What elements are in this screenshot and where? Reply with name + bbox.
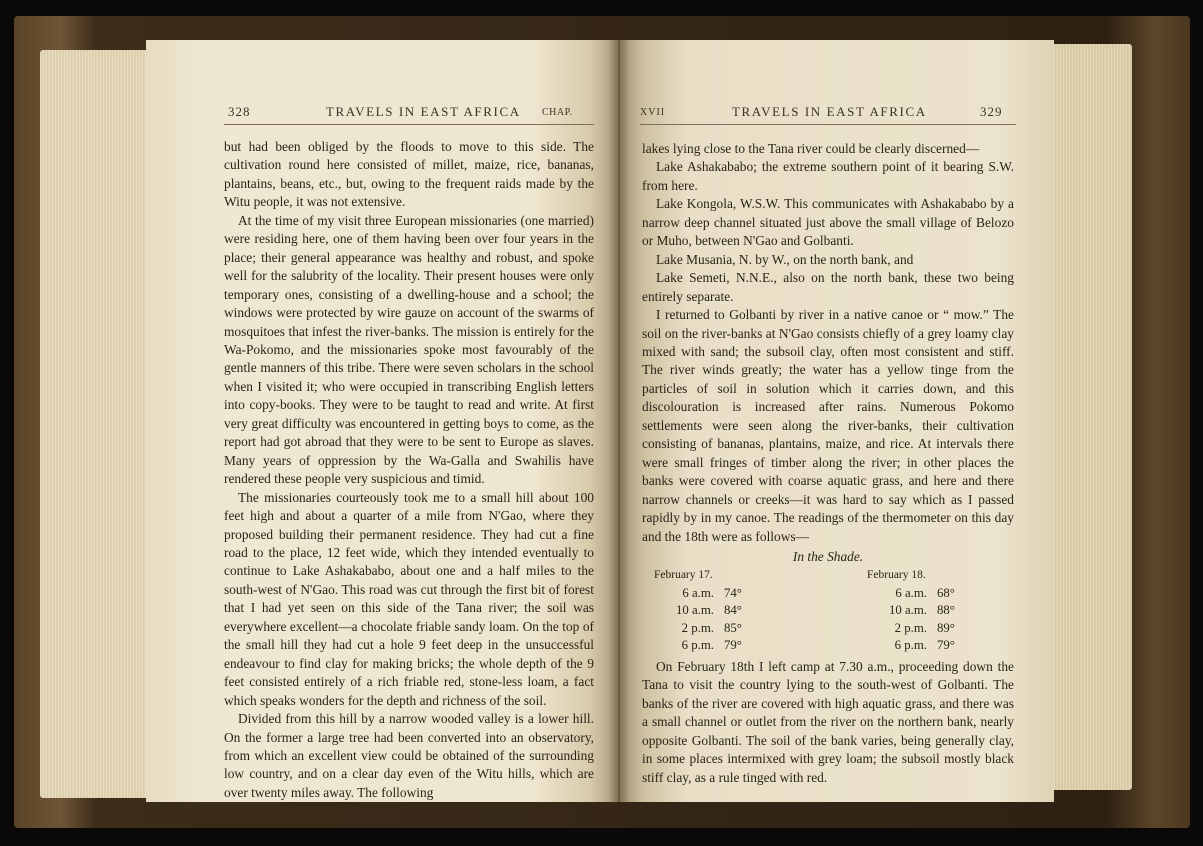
- right-paragraph: Lake Ashakababo; the extreme southern point of it bearing S.W. from here.: [642, 159, 1014, 193]
- reading-temp: 84°: [724, 603, 742, 618]
- right-page-number: 329: [980, 104, 1003, 119]
- right-running-head: TRAVELS IN EAST AFRICA: [732, 104, 927, 119]
- thermometer-readings: [642, 567, 1014, 655]
- reading-row: [654, 585, 801, 603]
- right-paragraph: On February 18th I left camp at 7.30 a.m., proceeding down the Tana to visit the country lying to the south-west of Golbanti. The banks of the river are covered with high aquatic grass, and there was a small channel or outlet from the river on the northern bank, nearly opposite Golbanti. The soil of the bank varies, being generally clay, in some places intermixed with grey loam; the subsoil mostly black stiff clay, as a rule tinged with red.: [642, 658, 1014, 785]
- reading-temp: 85°: [724, 620, 742, 635]
- reading-time: 6 p.m.: [894, 638, 927, 653]
- reading-temp: 88°: [937, 603, 955, 618]
- left-page-body: [224, 138, 594, 802]
- reading-time: 6 a.m.: [682, 585, 714, 600]
- reading-temp: 89°: [937, 620, 955, 635]
- right-page: [618, 40, 1054, 802]
- right-paragraph: lakes lying close to the Tana river could be clearly discerned—: [642, 141, 980, 156]
- reading-row: [867, 585, 1014, 603]
- reading-time: 6 p.m.: [681, 638, 714, 653]
- left-chapter-label: CHAP.: [542, 107, 573, 118]
- right-paragraph: I returned to Golbanti by river in a native canoe or “ mow.” The soil on the river-banks at N'Gao consists chiefly of a grey loamy clay mixed with sand; the subsoil clay, often most consistent and stiff. The river winds greatly; the water has a yellow tinge from the particles of soil in solution which it carries down, and this discolouration is increased after rains. Numerous Pokomo settlements were seen along the river-banks, their cultivation consisting of bananas, plantains, maize, and rice. At intervals there were small fringes of timber along the river; in other places the banks were covered with coarse aquatic grass, and here and there narrow channels or creeks—it was hard to say which as I passed rapidly by in my canoe. The readings of the thermometer on this day and the 18th were as follows—: [642, 307, 1014, 544]
- left-page: [146, 40, 618, 802]
- reading-temp: 68°: [937, 585, 955, 600]
- left-paragraph: but had been obliged by the floods to move to this side. The cultivation round here consisted of millet, maize, rice, bananas, plantains, beans, etc., but, owing to the frequent raids made by the Witu people, it was not extensive.: [224, 139, 594, 210]
- reading-time: 6 a.m.: [895, 585, 927, 600]
- reading-temp: 74°: [724, 585, 742, 600]
- readings-date: February 17.: [654, 569, 713, 582]
- page-edges-right: [1048, 44, 1132, 790]
- left-paragraph: Divided from this hill by a narrow wooded valley is a lower hill. On the former a large tree had been converted into an observatory, from which an excellent view could be obtained of the surrounding low country, and on a clear day even of the Witu hills, which are over twenty miles away. The following: [224, 711, 594, 800]
- reading-temp: 79°: [937, 638, 955, 653]
- shade-heading: In the Shade.: [792, 548, 864, 564]
- reading-row: [867, 602, 1014, 620]
- reading-row: [654, 637, 801, 655]
- left-header-rule: [224, 124, 594, 125]
- readings-date: February 18.: [867, 569, 926, 582]
- right-chapter-number: XVII: [640, 107, 666, 118]
- right-paragraph: Lake Semeti, N.N.E., also on the north bank, these two being entirely separate.: [642, 270, 1014, 304]
- reading-time: 10 a.m.: [675, 603, 714, 618]
- reading-time: 2 p.m.: [681, 620, 714, 635]
- readings-column: [801, 567, 1014, 655]
- right-header-rule: [640, 124, 1016, 125]
- reading-row: [867, 637, 1014, 655]
- reading-time: 2 p.m.: [894, 620, 927, 635]
- reading-row: [654, 620, 801, 638]
- left-page-number: 328: [228, 104, 251, 119]
- left-paragraph: The missionaries courteously took me to a small hill about 100 feet high and about a quarter of a mile from N'Gao, where they proposed building their permanent residence. They had cut a fine road to the place, 12 feet wide, which they intended eventually to continue to Lake Ashakababo, about one and a half miles to the south-west of N'Gao. This road was cut through the first bit of forest that I had yet seen on this side of the Tana river; the soil was everywhere excellent—a chocolate friable sandy loam. On the top of the small hill they had cut a hole 9 feet deep in the unsuccessful endeavour to find clay for making bricks; the whole depth of the 9 feet consisted entirely of a rich friable red, stone-less loam, a fact which speaks wonders for the depth and richness of the soil.: [224, 489, 594, 708]
- right-paragraph: Lake Kongola, W.S.W. This communicates with Ashakababo by a narrow deep channel situated just above the small village of Belozo or Muho, between N'Gao and Golbanti.: [642, 196, 1014, 249]
- readings-column: [642, 567, 801, 655]
- book-gutter: [608, 40, 630, 802]
- right-paragraph: Lake Musania, N. by W., on the north bank, and: [656, 251, 914, 267]
- reading-row: [867, 620, 1014, 638]
- page-edges-left: [40, 50, 148, 798]
- left-running-head: TRAVELS IN EAST AFRICA: [326, 104, 521, 119]
- reading-row: [654, 602, 801, 620]
- reading-time: 10 a.m.: [888, 603, 927, 618]
- reading-temp: 79°: [724, 638, 742, 653]
- left-paragraph: At the time of my visit three European missionaries (one married) were residing here, one of them having been over four years in the place; their general appearance was healthy and robust, and spoke well for the salubrity of the locality. Their present houses were only temporary ones, consisting of a dwelling-house and a school; the windows were protected by wire gauze on account of the swarms of mosquitoes that infest the river-banks. The mission is entirely for the Wa-Pokomo, and the missionaries spoke most favourably of the gentle manners of this tribe. There were seven scholars in the school when I visited it; who were occupied in transcribing English letters into copy-books. They were to be taught to read and write. At first very great difficulty was encountered in getting boys to come, as the report had got abroad that they were to be sent to Europe as slaves. Many years of oppression by the Wa-Galla and Swahilis have rendered these people very suspicious and timid.: [224, 212, 594, 487]
- right-page-body: [642, 140, 1014, 787]
